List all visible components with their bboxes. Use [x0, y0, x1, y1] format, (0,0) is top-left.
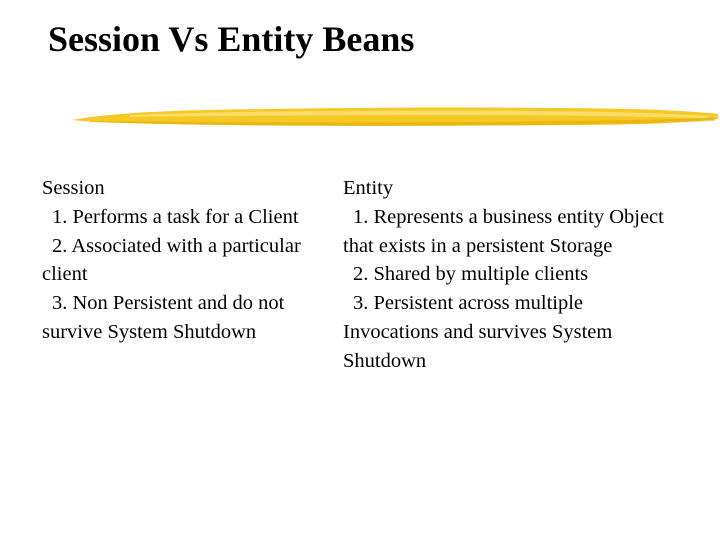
- entity-heading: Entity: [343, 177, 394, 199]
- session-point-1: 1. Performs a task for a Client: [52, 205, 299, 228]
- entity-point-3: 3. Persistent across multiple Invocations and survives System Shutdown: [343, 292, 613, 372]
- session-point-3: 3. Non Persistent and do not survive System Shutdown: [42, 292, 285, 343]
- entity-point-2: 2. Shared by multiple clients: [353, 263, 589, 286]
- slide-title: Session Vs Entity Beans: [48, 19, 415, 59]
- entity-point-1: 1. Represents a business entity Object that exists in a persistent Storage: [343, 205, 664, 257]
- session-point-2: 2. Associated with a particular client: [42, 234, 301, 286]
- session-column: [42, 174, 304, 347]
- entity-column: [343, 174, 673, 376]
- title-underline-brush: [70, 104, 720, 130]
- session-heading: Session: [42, 177, 105, 199]
